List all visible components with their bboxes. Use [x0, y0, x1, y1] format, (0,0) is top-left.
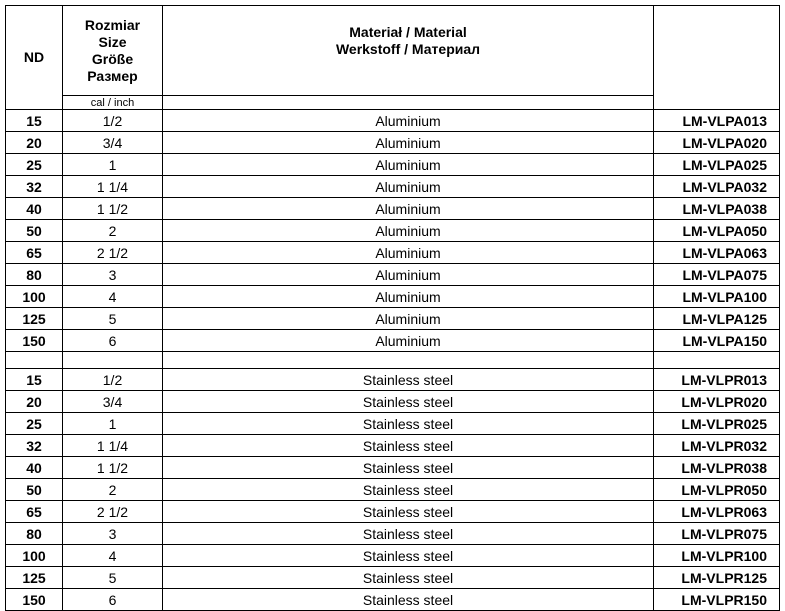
material-cell: Aluminium — [163, 198, 654, 220]
size-cell: 5 — [63, 567, 163, 589]
size-cell: 1 1/4 — [63, 435, 163, 457]
code-cell: LM-VLPR032 — [654, 435, 780, 457]
code-cell: LM-VLPR075 — [654, 523, 780, 545]
table-row — [6, 176, 780, 198]
material-cell: Stainless steel — [163, 435, 654, 457]
table-row — [6, 457, 780, 479]
code-cell: LM-VLPA150 — [654, 330, 780, 352]
separator-cell — [6, 352, 63, 369]
size-cell: 2 1/2 — [63, 242, 163, 264]
material-cell: Aluminium — [163, 132, 654, 154]
table-row — [6, 369, 780, 391]
material-header — [163, 6, 654, 96]
material-cell: Aluminium — [163, 110, 654, 132]
nd-cell: 80 — [6, 523, 63, 545]
nd-cell: 125 — [6, 308, 63, 330]
material-cell: Stainless steel — [163, 523, 654, 545]
table-row — [6, 330, 780, 352]
material-cell: Stainless steel — [163, 457, 654, 479]
nd-cell: 50 — [6, 220, 63, 242]
code-cell: LM-VLPR100 — [654, 545, 780, 567]
product-table — [5, 5, 780, 611]
size-cell: 3/4 — [63, 391, 163, 413]
material-cell: Stainless steel — [163, 479, 654, 501]
nd-cell: 100 — [6, 286, 63, 308]
code-cell: LM-VLPA063 — [654, 242, 780, 264]
material-cell: Aluminium — [163, 220, 654, 242]
code-header — [654, 6, 780, 110]
code-cell: LM-VLPA100 — [654, 286, 780, 308]
size-cell: 1/2 — [63, 110, 163, 132]
table-row — [6, 154, 780, 176]
nd-cell: 32 — [6, 176, 63, 198]
size-cell: 1 1/2 — [63, 198, 163, 220]
size-cell: 1 1/4 — [63, 176, 163, 198]
code-cell: LM-VLPR150 — [654, 589, 780, 611]
table-row — [6, 264, 780, 286]
table-row — [6, 479, 780, 501]
nd-cell: 50 — [6, 479, 63, 501]
code-cell: LM-VLPR063 — [654, 501, 780, 523]
nd-cell: 100 — [6, 545, 63, 567]
size-cell: 1 — [63, 413, 163, 435]
table-row — [6, 545, 780, 567]
material-cell: Aluminium — [163, 308, 654, 330]
material-cell: Aluminium — [163, 154, 654, 176]
nd-cell: 65 — [6, 242, 63, 264]
size-header-ru: Размер — [87, 67, 138, 84]
table-row — [6, 391, 780, 413]
material-cell: Aluminium — [163, 242, 654, 264]
table-row — [6, 132, 780, 154]
material-cell: Aluminium — [163, 286, 654, 308]
material-header-line-2: Werkstoff / Материал — [335, 41, 481, 57]
nd-header: ND — [6, 6, 63, 110]
size-cell: 1 1/2 — [63, 457, 163, 479]
code-cell: LM-VLPR013 — [654, 369, 780, 391]
material-cell: Stainless steel — [163, 567, 654, 589]
table-row — [6, 567, 780, 589]
code-cell: LM-VLPA032 — [654, 176, 780, 198]
nd-cell: 25 — [6, 154, 63, 176]
table-row — [6, 523, 780, 545]
nd-cell: 15 — [6, 110, 63, 132]
material-cell: Aluminium — [163, 176, 654, 198]
material-cell: Stainless steel — [163, 413, 654, 435]
nd-cell: 20 — [6, 132, 63, 154]
table-row — [6, 220, 780, 242]
unit-empty — [163, 96, 654, 110]
table-row — [6, 242, 780, 264]
size-cell: 2 — [63, 220, 163, 242]
code-cell: LM-VLPR025 — [654, 413, 780, 435]
table-row — [6, 308, 780, 330]
size-cell: 1/2 — [63, 369, 163, 391]
separator-cell — [63, 352, 163, 369]
size-cell: 4 — [63, 286, 163, 308]
size-header — [63, 6, 163, 96]
code-cell: LM-VLPA125 — [654, 308, 780, 330]
size-cell: 6 — [63, 330, 163, 352]
unit-label: cal / inch — [63, 96, 163, 110]
table-row — [6, 198, 780, 220]
code-cell: LM-VLPR020 — [654, 391, 780, 413]
nd-cell: 40 — [6, 457, 63, 479]
size-header-de: Größe — [91, 50, 134, 67]
size-cell: 3 — [63, 523, 163, 545]
material-cell: Stainless steel — [163, 501, 654, 523]
nd-cell: 20 — [6, 391, 63, 413]
nd-cell: 150 — [6, 589, 63, 611]
nd-cell: 15 — [6, 369, 63, 391]
nd-cell: 65 — [6, 501, 63, 523]
code-cell: LM-VLPA050 — [654, 220, 780, 242]
size-cell: 2 1/2 — [63, 501, 163, 523]
separator-cell — [654, 352, 780, 369]
material-header-line-1: Materiał / Material — [349, 24, 467, 40]
table-row — [6, 589, 780, 611]
section-separator — [6, 352, 780, 369]
nd-cell: 32 — [6, 435, 63, 457]
nd-cell: 40 — [6, 198, 63, 220]
header-row — [6, 6, 780, 96]
code-cell: LM-VLPR038 — [654, 457, 780, 479]
size-header-en: Size — [98, 33, 127, 50]
table-row — [6, 110, 780, 132]
code-cell: LM-VLPA020 — [654, 132, 780, 154]
code-cell: LM-VLPA038 — [654, 198, 780, 220]
material-cell: Aluminium — [163, 264, 654, 286]
size-cell: 1 — [63, 154, 163, 176]
size-cell: 5 — [63, 308, 163, 330]
table-row — [6, 435, 780, 457]
material-cell: Stainless steel — [163, 545, 654, 567]
nd-cell: 80 — [6, 264, 63, 286]
nd-cell: 125 — [6, 567, 63, 589]
material-cell: Stainless steel — [163, 391, 654, 413]
size-cell: 6 — [63, 589, 163, 611]
table-row — [6, 501, 780, 523]
material-cell: Stainless steel — [163, 589, 654, 611]
code-cell: LM-VLPA075 — [654, 264, 780, 286]
table-row — [6, 286, 780, 308]
code-cell: LM-VLPR125 — [654, 567, 780, 589]
nd-cell: 25 — [6, 413, 63, 435]
code-cell: LM-VLPA013 — [654, 110, 780, 132]
size-header-pl: Rozmiar — [84, 16, 141, 33]
table-row — [6, 413, 780, 435]
size-cell: 3/4 — [63, 132, 163, 154]
code-cell: LM-VLPA025 — [654, 154, 780, 176]
size-cell: 2 — [63, 479, 163, 501]
size-cell: 3 — [63, 264, 163, 286]
size-cell: 4 — [63, 545, 163, 567]
material-cell: Aluminium — [163, 330, 654, 352]
separator-cell — [163, 352, 654, 369]
code-cell: LM-VLPR050 — [654, 479, 780, 501]
nd-cell: 150 — [6, 330, 63, 352]
material-cell: Stainless steel — [163, 369, 654, 391]
